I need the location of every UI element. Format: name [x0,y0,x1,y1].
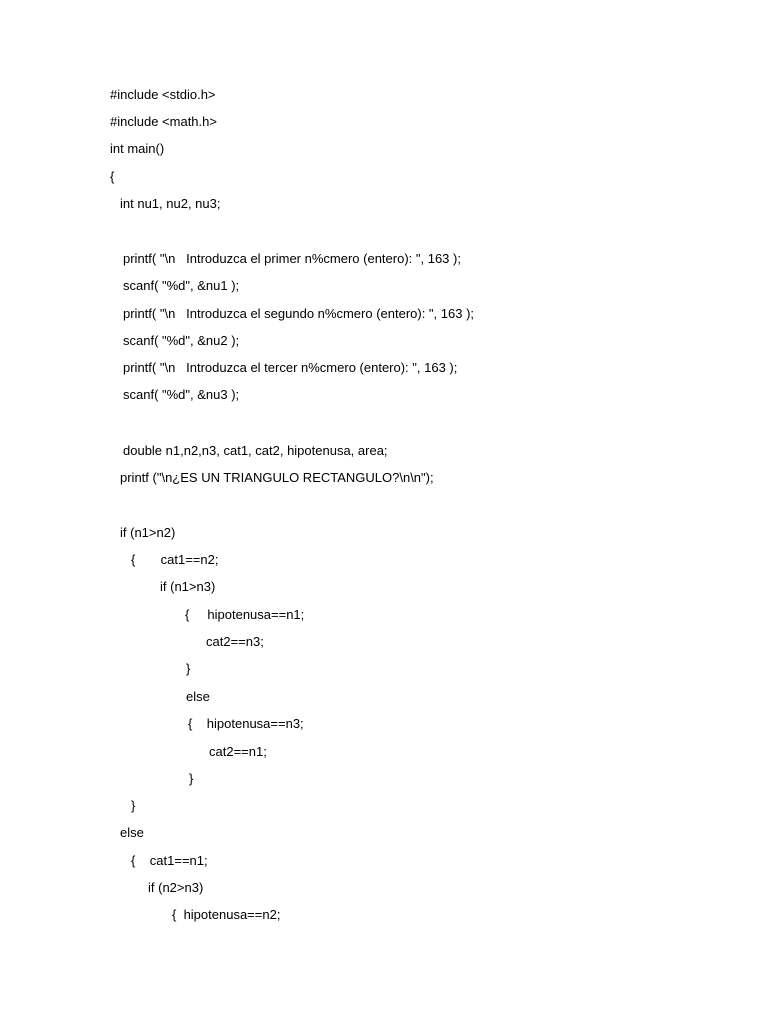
code-line: #include <stdio.h> [110,87,216,102]
code-line: if (n2>n3) [148,880,204,895]
code-line: } [189,771,194,786]
code-line: int main() [110,141,165,156]
code-line: { hipotenusa==n3; [188,716,304,731]
code-line: else [186,689,210,704]
code-line: printf( "\n Introduzca el segundo n%cmero (entero): ", 163 ); [123,306,475,321]
code-line: printf ("\n¿ES UN TRIANGULO RECTANGULO?\n\n"); [120,470,434,485]
code-line: scanf( "%d", &nu1 ); [123,278,240,293]
code-line: printf( "\n Introduzca el tercer n%cmero (entero): ", 163 ); [123,360,458,375]
code-line: if (n1>n3) [160,579,216,594]
code-line: scanf( "%d", &nu3 ); [123,387,240,402]
code-line: cat2==n3; [206,634,264,649]
code-line: double n1,n2,n3, cat1, cat2, hipotenusa, area; [123,443,388,458]
code-line: } [131,798,136,813]
code-line: scanf( "%d", &nu2 ); [123,333,240,348]
code-line: printf( "\n Introduzca el primer n%cmero (entero): ", 163 ); [123,251,461,266]
code-line: cat2==n1; [209,744,267,759]
code-line: else [120,825,144,840]
code-line: { cat1==n1; [131,853,208,868]
code-line: { cat1==n2; [131,552,219,567]
code-line: { [110,169,115,184]
code-line: { hipotenusa==n1; [185,607,305,622]
code-line: #include <math.h> [110,114,217,129]
code-line: } [186,661,191,676]
code-line: int nu1, nu2, nu3; [120,196,221,211]
code-line: if (n1>n2) [120,525,176,540]
code-line: { hipotenusa==n2; [172,907,281,922]
